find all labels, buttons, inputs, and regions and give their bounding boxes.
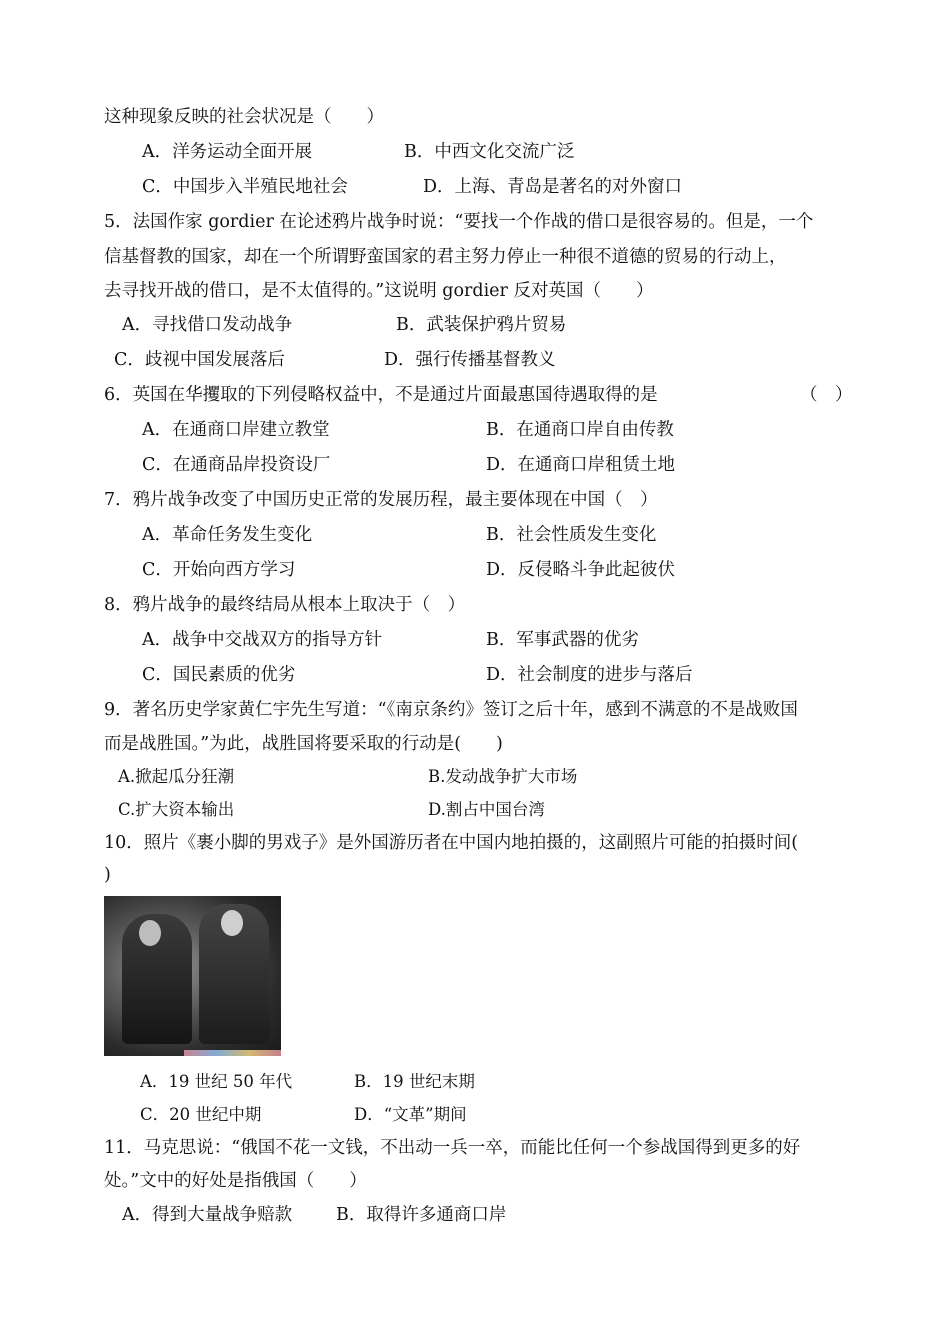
q11-option-a: A．得到大量战争赔款 xyxy=(122,1205,293,1225)
photo-watermark-strip xyxy=(184,1050,281,1056)
question-10-line-1: 10．照片《裹小脚的男戏子》是外国游历者在中国内地拍摄的，这副照片可能的拍摄时间( xyxy=(104,833,799,853)
q5-option-b: B．武装保护鸦片贸易 xyxy=(396,315,567,335)
q5-option-d: D．强行传播基督教义 xyxy=(384,350,556,370)
q5-option-c: C．歧视中国发展落后 xyxy=(114,350,285,370)
q8-option-b: B．军事武器的优劣 xyxy=(486,630,639,650)
q9-option-a: A.掀起瓜分狂潮 xyxy=(118,767,235,786)
q6-option-c: C．在通商品岸投资设厂 xyxy=(142,455,331,475)
q11-option-b: B．取得许多通商口岸 xyxy=(336,1205,507,1225)
question-8: 8．鸦片战争的最终结局从根本上取决于（ ） xyxy=(104,595,466,615)
q10-option-d: D．“文革”期间 xyxy=(354,1105,467,1124)
q7-option-d: D．反侵略斗争此起彼伏 xyxy=(486,560,676,580)
q4-option-b: B．中西文化交流广泛 xyxy=(404,142,575,162)
q6-option-a: A．在通商口岸建立教堂 xyxy=(142,420,330,440)
question-7: 7．鸦片战争改变了中国历史正常的发展历程，最主要体现在中国（ ） xyxy=(104,490,658,510)
opera-actor-photo xyxy=(104,896,281,1056)
question-5-line-3: 去寻找开战的借口，是不太值得的。”这说明 gordier 反对英国（ ） xyxy=(104,281,654,301)
q8-option-d: D．社会制度的进步与落后 xyxy=(486,665,693,685)
q9-option-b: B.发动战争扩大市场 xyxy=(428,767,578,786)
q4-option-a: A．洋务运动全面开展 xyxy=(142,142,313,162)
question-10-line-2: ) xyxy=(104,865,111,885)
q10-option-c: C．20 世纪中期 xyxy=(140,1105,262,1124)
q4-option-c: C．中国步入半殖民地社会 xyxy=(142,177,348,197)
q7-option-a: A．革命任务发生变化 xyxy=(142,525,313,545)
q6-option-d: D．在通商口岸租赁土地 xyxy=(486,455,676,475)
q5-option-a: A．寻找借口发动战争 xyxy=(122,315,293,335)
q10-option-b: B．19 世纪末期 xyxy=(354,1072,475,1091)
q4-option-d: D．上海、青岛是著名的对外窗口 xyxy=(423,177,683,197)
question-6-paren: （ ） xyxy=(800,385,853,405)
question-9-line-1: 9．著名历史学家黄仁宇先生写道：“《南京条约》签订之后十年，感到不满意的不是战败国 xyxy=(104,700,798,720)
photo-face-right xyxy=(221,910,243,936)
q8-option-a: A．战争中交战双方的指导方针 xyxy=(142,630,383,650)
q8-option-c: C．国民素质的优劣 xyxy=(142,665,296,685)
question-5-line-1: 5．法国作家 gordier 在论述鸦片战争时说：“要找一个作战的借口是很容易的。但是，一个 xyxy=(104,212,814,232)
question-5-line-2: 信基督教的国家，却在一个所谓野蛮国家的君主努力停止一种很不道德的贸易的行动上， xyxy=(104,247,787,267)
question-9-line-2: 而是战胜国。”为此，战胜国将要采取的行动是( ) xyxy=(104,734,503,754)
question-11-line-2: 处。”文中的好处是指俄国（ ） xyxy=(104,1171,367,1191)
question-4-stem-end: 这种现象反映的社会状况是（ ） xyxy=(104,107,384,127)
question-11-line-1: 11．马克思说：“俄国不花一文钱，不出动一兵一卒，而能比任何一个参战国得到更多的好 xyxy=(104,1138,801,1158)
q9-option-c: C.扩大资本输出 xyxy=(118,800,235,819)
q6-option-b: B．在通商口岸自由传教 xyxy=(486,420,674,440)
q7-option-b: B．社会性质发生变化 xyxy=(486,525,657,545)
q9-option-d: D.割占中国台湾 xyxy=(428,800,545,819)
q7-option-c: C．开始向西方学习 xyxy=(142,560,296,580)
q10-option-a: A．19 世纪 50 年代 xyxy=(140,1072,293,1091)
question-6: 6．英国在华攫取的下列侵略权益中，不是通过片面最惠国待遇取得的是 xyxy=(104,385,658,405)
photo-face-left xyxy=(139,920,161,946)
